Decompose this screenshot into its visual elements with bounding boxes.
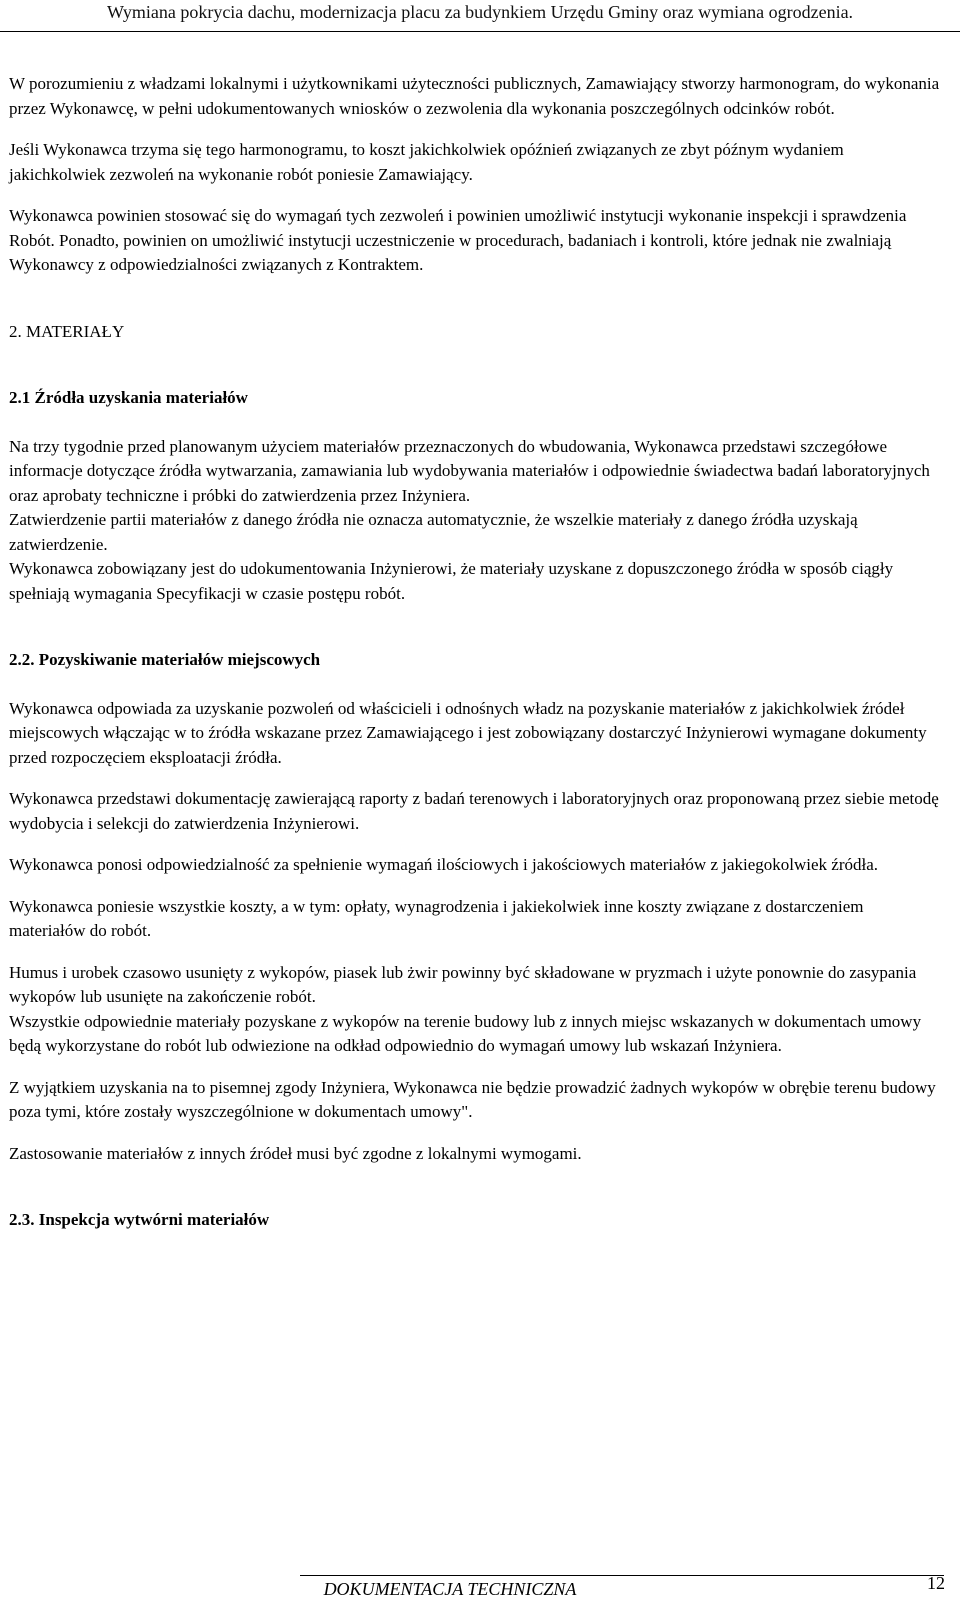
paragraph: Wykonawca poniesie wszystkie koszty, a w tym: opłaty, wynagrodzenia i jakiekolwiek inne koszty związane z dostarczeniem materiałów do robót. bbox=[9, 896, 864, 940]
page-content bbox=[9, 72, 944, 1233]
paragraph: Wykonawca zobowiązany jest do udokumentowania Inżynierowi, że materiały uzyskane z dopuszczonego źródła w sposób ciągły spełniają wymagania Specyfikacji w czasie postępu robót. bbox=[9, 559, 894, 603]
paragraph: Na trzy tygodnie przed planowanym użyciem materiałów przeznaczonych do wbudowania, Wykonawca przedstawi szczegółowe informacje dotyczące źródła wytwarzania, zamawiania lub wydobywania materiałów i odpowiednie świadectwa badań laboratoryjnych oraz aprobaty techniczne i próbki do zatwierdzenia przez Inżyniera. bbox=[9, 436, 930, 505]
paragraph: Z wyjątkiem uzyskania na to pisemnej zgody Inżyniera, Wykonawca nie będzie prowadzić żadnych wykopów w obrębie terenu budowy poza tymi, które zostały wyszczególnione w dokumentach umowy". bbox=[9, 1077, 936, 1121]
paragraph: Zastosowanie materiałów z innych źródeł musi być zgodne z lokalnymi wymogami. bbox=[9, 1143, 582, 1163]
section-heading-material-sources: 2.1 Źródła uzyskania materiałów bbox=[9, 388, 248, 407]
paragraph: Wykonawca przedstawi dokumentację zawierającą raporty z badań terenowych i laboratoryjnych oraz proponowaną przez siebie metodę wydobycia i selekcji do zatwierdzenia Inżynierowi. bbox=[9, 789, 939, 833]
paragraph: W porozumieniu z władzami lokalnymi i użytkownikami użyteczności publicznych, Zamawiający stworzy harmonogram, do wykonania przez Wykonawcę, w pełni udokumentowanych wniosków o zezwolenia dla wykonania poszczególnych odcinków robót. bbox=[9, 74, 940, 118]
footer-divider bbox=[300, 1575, 944, 1576]
footer-title: DOKUMENTACJA TECHNICZNA bbox=[323, 1579, 577, 1599]
paragraph: Wszystkie odpowiednie materiały pozyskane z wykopów na terenie budowy lub z innych miejsc wskazanych w dokumentach umowy będą wykorzystane do robót lub odwiezione na odkład odpowiednio do wymagań umowy lub wskazań Inżyniera. bbox=[9, 1011, 922, 1055]
paragraph: Jeśli Wykonawca trzyma się tego harmonogramu, to koszt jakichkolwiek opóźnień związanych ze zbyt późnym wydaniem jakichkolwiek zezwoleń na wykonanie robót poniesie Zamawiający. bbox=[9, 140, 844, 184]
header-title: Wymiana pokrycia dachu, modernizacja placu za budynkiem Urzędu Gminy oraz wymiana ogrodzenia. bbox=[106, 2, 854, 22]
paragraph: Wykonawca ponosi odpowiedzialność za spełnienie wymagań ilościowych i jakościowych materiałów z jakiegokolwiek źródła. bbox=[9, 855, 879, 874]
page-header bbox=[0, 0, 960, 32]
paragraph: Zatwierdzenie partii materiałów z danego źródła nie oznacza automatycznie, że wszelkie materiały z danego źródła uzyskają zatwierdzenie. bbox=[9, 510, 858, 554]
section-heading-local-materials: 2.2. Pozyskiwanie materiałów miejscowych bbox=[9, 650, 321, 669]
paragraph: Humus i urobek czasowo usunięty z wykopów, piasek lub żwir powinny być składowane w pryzmach i użyte ponownie do zasypania wykopów lub usunięte na zakończenie robót. bbox=[9, 962, 917, 1006]
paragraph: Wykonawca powinien stosować się do wymagań tych zezwoleń i powinien umożliwić instytucji wykonanie inspekcji i sprawdzenia Robót. Ponadto, powinien on umożliwić instytucji uczestniczenie w procedurach, badaniach i kontroli, które jednak nie zwalniają Wykonawcy z odpowiedzialności związanych z Kontraktem. bbox=[9, 206, 907, 274]
page-number: 12 bbox=[927, 1573, 945, 1593]
paragraph: Wykonawca odpowiada za uzyskanie pozwoleń od właścicieli i odnośnych władz na pozyskanie materiałów z jakichkolwiek źródeł miejscowych włączając w to źródła wskazane przez Zamawiającego i jest zobowiązany dostarczyć Inżynierowi wymagane dokumenty przed rozpoczęciem eksploatacji źródła. bbox=[9, 698, 927, 767]
section-heading-factory-inspection: 2.3. Inspekcja wytwórni materiałów bbox=[9, 1210, 270, 1229]
section-heading-materials: 2. MATERIAŁY bbox=[9, 321, 125, 341]
